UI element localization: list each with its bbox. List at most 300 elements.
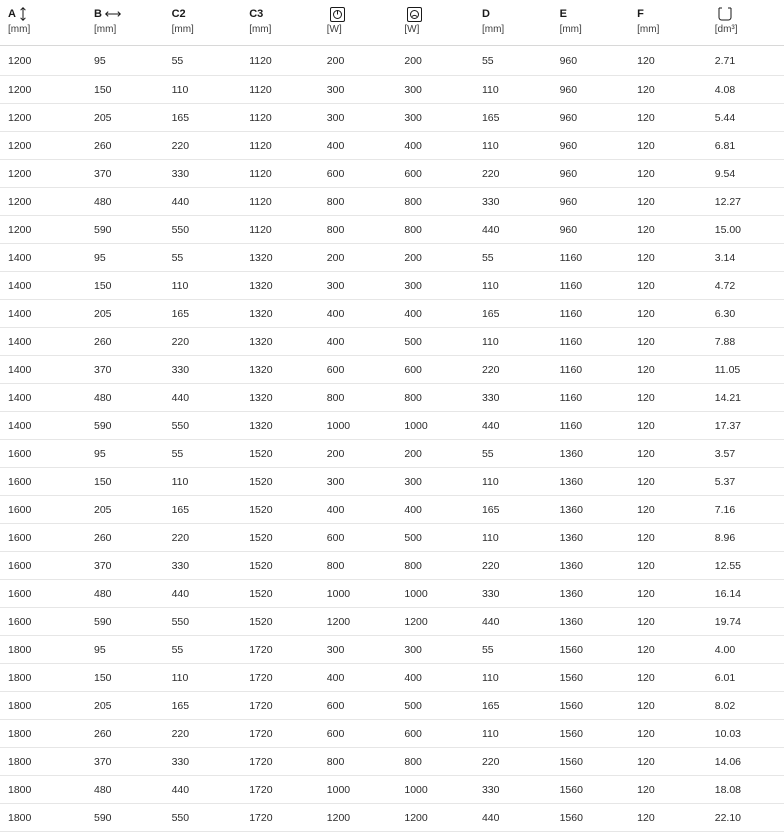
table-cell: 120: [629, 384, 707, 412]
table-cell: 200: [396, 46, 474, 76]
table-row[interactable]: [0, 76, 784, 104]
table-cell: 1800: [0, 776, 86, 804]
table-cell: 260: [86, 720, 164, 748]
table-cell: 1400: [0, 412, 86, 440]
table-cell: 1120: [241, 160, 319, 188]
table-cell: 1560: [552, 804, 630, 832]
table-cell: 1600: [0, 440, 86, 468]
volume-icon: [718, 7, 732, 21]
table-cell: 1720: [241, 720, 319, 748]
table-cell: 110: [474, 524, 552, 552]
table-cell: 1200: [319, 608, 397, 636]
table-cell: 300: [396, 76, 474, 104]
table-cell: 200: [319, 440, 397, 468]
table-cell: 1160: [552, 356, 630, 384]
table-cell: 600: [396, 720, 474, 748]
table-cell: 440: [164, 188, 242, 216]
table-row[interactable]: [0, 328, 784, 356]
table-cell: 800: [319, 216, 397, 244]
table-cell: 600: [319, 356, 397, 384]
table-cell: 370: [86, 552, 164, 580]
table-cell: 165: [164, 496, 242, 524]
table-cell: 220: [164, 720, 242, 748]
table-cell: 1160: [552, 412, 630, 440]
table-cell: 370: [86, 160, 164, 188]
table-cell: 1000: [396, 776, 474, 804]
table-cell: 300: [319, 104, 397, 132]
table-cell: 550: [164, 216, 242, 244]
table-cell: 500: [396, 692, 474, 720]
table-cell: 12.27: [707, 188, 784, 216]
table-cell: 440: [474, 804, 552, 832]
table-row[interactable]: [0, 636, 784, 664]
table-cell: 55: [164, 440, 242, 468]
table-cell: 1520: [241, 580, 319, 608]
table-row[interactable]: [0, 440, 784, 468]
table-cell: 1800: [0, 720, 86, 748]
table-cell: 960: [552, 160, 630, 188]
table-row[interactable]: [0, 776, 784, 804]
table-cell: 400: [396, 132, 474, 160]
table-cell: 1200: [0, 160, 86, 188]
table-cell: 7.88: [707, 328, 784, 356]
column-symbol-text: D: [481, 8, 490, 20]
table-row[interactable]: [0, 46, 784, 76]
column-header-e[interactable]: [552, 0, 630, 46]
table-cell: 205: [86, 300, 164, 328]
table-cell: 1520: [241, 608, 319, 636]
table-cell: 120: [629, 748, 707, 776]
table-cell: 1120: [241, 216, 319, 244]
table-cell: 150: [86, 76, 164, 104]
table-cell: 1720: [241, 804, 319, 832]
table-row[interactable]: [0, 496, 784, 524]
table-cell: 1400: [0, 384, 86, 412]
table-cell: 120: [629, 580, 707, 608]
table-row[interactable]: [0, 412, 784, 440]
table-cell: 1160: [552, 328, 630, 356]
table-cell: 1120: [241, 46, 319, 76]
table-cell: 120: [629, 468, 707, 496]
radiator-power-alt-icon: [407, 7, 422, 22]
table-cell: 330: [474, 384, 552, 412]
table-cell: 110: [474, 272, 552, 300]
table-cell: 1720: [241, 748, 319, 776]
table-cell: 165: [164, 300, 242, 328]
table-cell: 960: [552, 188, 630, 216]
table-cell: 330: [164, 552, 242, 580]
table-cell: 110: [164, 272, 242, 300]
table-cell: 1400: [0, 244, 86, 272]
table-cell: 200: [396, 244, 474, 272]
table-cell: 55: [474, 46, 552, 76]
table-cell: 960: [552, 104, 630, 132]
table-cell: 500: [396, 328, 474, 356]
table-cell: 14.06: [707, 748, 784, 776]
table-cell: 95: [86, 636, 164, 664]
table-cell: 960: [552, 76, 630, 104]
table-cell: 5.37: [707, 468, 784, 496]
table-cell: 1520: [241, 496, 319, 524]
column-header-symbol: [8, 6, 78, 22]
table-cell: 1000: [319, 776, 397, 804]
table-cell: 400: [319, 328, 397, 356]
table-cell: 165: [474, 104, 552, 132]
table-cell: 6.81: [707, 132, 784, 160]
table-cell: 500: [396, 524, 474, 552]
table-cell: 600: [319, 720, 397, 748]
table-cell: 330: [474, 580, 552, 608]
table-cell: 110: [474, 76, 552, 104]
table-cell: 440: [164, 776, 242, 804]
table-cell: 220: [474, 748, 552, 776]
table-cell: 400: [396, 300, 474, 328]
table-cell: 55: [474, 440, 552, 468]
table-cell: 120: [629, 188, 707, 216]
table-cell: 4.72: [707, 272, 784, 300]
table-cell: 120: [629, 720, 707, 748]
table-cell: 800: [396, 748, 474, 776]
table-cell: 800: [319, 188, 397, 216]
table-row[interactable]: [0, 188, 784, 216]
table-cell: 220: [474, 356, 552, 384]
table-cell: 5.44: [707, 104, 784, 132]
table-cell: 22.10: [707, 804, 784, 832]
table-cell: 1320: [241, 356, 319, 384]
column-header-c3[interactable]: [241, 0, 319, 46]
table-cell: 1800: [0, 804, 86, 832]
table-cell: 1320: [241, 384, 319, 412]
table-cell: 1560: [552, 664, 630, 692]
table-cell: 1400: [0, 300, 86, 328]
table-cell: 1200: [396, 804, 474, 832]
table-row[interactable]: [0, 608, 784, 636]
table-cell: 1200: [396, 608, 474, 636]
table-cell: 55: [164, 636, 242, 664]
table-cell: 400: [319, 132, 397, 160]
table-cell: 3.57: [707, 440, 784, 468]
table-row[interactable]: [0, 244, 784, 272]
table-cell: 1320: [241, 328, 319, 356]
table-cell: 12.55: [707, 552, 784, 580]
table-cell: 110: [474, 720, 552, 748]
table-cell: 1320: [241, 272, 319, 300]
table-cell: 1520: [241, 468, 319, 496]
table-cell: 11.05: [707, 356, 784, 384]
table-cell: 205: [86, 692, 164, 720]
table-cell: 9.54: [707, 160, 784, 188]
table-cell: 6.01: [707, 664, 784, 692]
table-row[interactable]: [0, 748, 784, 776]
table-cell: 1200: [0, 46, 86, 76]
table-cell: 400: [319, 496, 397, 524]
column-header-unit: [mm]: [8, 24, 31, 35]
table-cell: 300: [396, 468, 474, 496]
table-cell: 3.14: [707, 244, 784, 272]
table-cell: 120: [629, 132, 707, 160]
table-cell: 200: [319, 244, 397, 272]
column-header-icon-9[interactable]: [707, 0, 784, 46]
table-row[interactable]: [0, 552, 784, 580]
table-cell: 55: [164, 46, 242, 76]
table-cell: 4.08: [707, 76, 784, 104]
table-cell: 800: [319, 552, 397, 580]
table-cell: 120: [629, 216, 707, 244]
table-cell: 95: [86, 440, 164, 468]
table-cell: 1200: [0, 76, 86, 104]
table-cell: 1000: [319, 580, 397, 608]
table-cell: 300: [396, 636, 474, 664]
table-cell: 14.21: [707, 384, 784, 412]
table-cell: 1560: [552, 748, 630, 776]
column-header-symbol: [482, 6, 544, 22]
table-body: [0, 46, 784, 832]
column-header-unit: [W]: [326, 24, 342, 35]
table-cell: 1800: [0, 692, 86, 720]
table-cell: 4.00: [707, 636, 784, 664]
table-cell: 1320: [241, 300, 319, 328]
table-row[interactable]: [0, 384, 784, 412]
table-cell: 200: [319, 46, 397, 76]
table-row[interactable]: [0, 160, 784, 188]
column-symbol-text: A: [8, 8, 16, 20]
table-cell: 330: [164, 748, 242, 776]
table-cell: 440: [164, 580, 242, 608]
table-cell: 600: [396, 160, 474, 188]
table-cell: 440: [474, 412, 552, 440]
table-cell: 120: [629, 776, 707, 804]
column-symbol-text: E: [559, 8, 567, 20]
table-row[interactable]: [0, 300, 784, 328]
table-cell: 1720: [241, 692, 319, 720]
table-cell: 55: [164, 244, 242, 272]
table-cell: 1000: [396, 580, 474, 608]
table-cell: 400: [319, 300, 397, 328]
table-cell: 16.14: [707, 580, 784, 608]
table-cell: 480: [86, 384, 164, 412]
table-row[interactable]: [0, 664, 784, 692]
table-cell: 19.74: [707, 608, 784, 636]
table-cell: 440: [474, 216, 552, 244]
table-cell: 1720: [241, 636, 319, 664]
table-cell: 18.08: [707, 776, 784, 804]
table-cell: 300: [396, 104, 474, 132]
table-cell: 550: [164, 608, 242, 636]
table-cell: 110: [164, 76, 242, 104]
table-cell: 800: [396, 216, 474, 244]
table-cell: 120: [629, 552, 707, 580]
table-cell: 120: [629, 356, 707, 384]
table-cell: 600: [319, 160, 397, 188]
table-cell: 300: [319, 636, 397, 664]
table-row[interactable]: [0, 804, 784, 832]
table-cell: 8.02: [707, 692, 784, 720]
table-cell: 370: [86, 748, 164, 776]
table-cell: 120: [629, 244, 707, 272]
table-cell: 1800: [0, 636, 86, 664]
table-cell: 1560: [552, 692, 630, 720]
column-symbol-text: B: [94, 8, 102, 20]
table-cell: 1360: [552, 608, 630, 636]
table-cell: 120: [629, 804, 707, 832]
table-cell: 1400: [0, 356, 86, 384]
table-cell: 440: [164, 384, 242, 412]
table-cell: 300: [319, 272, 397, 300]
table-cell: 330: [474, 776, 552, 804]
column-header-a[interactable]: [0, 0, 86, 46]
table-cell: 1520: [241, 440, 319, 468]
table-row[interactable]: [0, 524, 784, 552]
table-cell: 1000: [319, 412, 397, 440]
table-cell: 120: [629, 46, 707, 76]
table-cell: 1160: [552, 384, 630, 412]
column-header-symbol: [249, 6, 311, 22]
table-cell: 2.71: [707, 46, 784, 76]
column-header-icon-5[interactable]: [396, 0, 474, 46]
table-cell: 120: [629, 440, 707, 468]
table-row[interactable]: [0, 216, 784, 244]
table-cell: 110: [164, 664, 242, 692]
column-header-unit: [W]: [404, 24, 420, 35]
column-header-f[interactable]: [629, 0, 707, 46]
table-cell: 1560: [552, 776, 630, 804]
table-cell: 800: [396, 552, 474, 580]
column-symbol-text: C3: [249, 8, 264, 20]
table-cell: 960: [552, 132, 630, 160]
column-header-c2[interactable]: [164, 0, 242, 46]
table-cell: 15.00: [707, 216, 784, 244]
table-cell: 1800: [0, 664, 86, 692]
table-cell: 120: [629, 76, 707, 104]
table-cell: 120: [629, 692, 707, 720]
table-cell: 600: [319, 524, 397, 552]
table-cell: 110: [164, 468, 242, 496]
table-cell: 1120: [241, 132, 319, 160]
table-cell: 480: [86, 776, 164, 804]
table-cell: 1360: [552, 524, 630, 552]
table-cell: 800: [319, 384, 397, 412]
table-row[interactable]: [0, 580, 784, 608]
table-cell: 260: [86, 524, 164, 552]
table-cell: 300: [319, 468, 397, 496]
column-header-unit: [mm]: [171, 24, 194, 35]
table-cell: 55: [474, 244, 552, 272]
table-cell: 260: [86, 132, 164, 160]
table-cell: 6.30: [707, 300, 784, 328]
table-cell: 1600: [0, 524, 86, 552]
table-cell: 55: [474, 636, 552, 664]
table-cell: 300: [396, 272, 474, 300]
table-cell: 550: [164, 412, 242, 440]
table-cell: 120: [629, 412, 707, 440]
table-cell: 165: [474, 300, 552, 328]
column-header-unit: [mm]: [637, 24, 660, 35]
column-header-symbol: [404, 6, 466, 22]
table-cell: 95: [86, 46, 164, 76]
column-header-b[interactable]: [86, 0, 164, 46]
table-cell: 400: [396, 496, 474, 524]
table-row[interactable]: [0, 468, 784, 496]
table-cell: 120: [629, 272, 707, 300]
table-cell: 150: [86, 272, 164, 300]
table-cell: 1200: [0, 188, 86, 216]
table-cell: 1800: [0, 748, 86, 776]
table-cell: 960: [552, 216, 630, 244]
table-cell: 550: [164, 804, 242, 832]
column-header-symbol: [94, 6, 156, 22]
table-cell: 1160: [552, 244, 630, 272]
table-cell: 1200: [0, 104, 86, 132]
column-header-unit: [mm]: [94, 24, 117, 35]
table-cell: 1360: [552, 580, 630, 608]
table-cell: 150: [86, 664, 164, 692]
table-cell: 1360: [552, 496, 630, 524]
table-cell: 165: [164, 692, 242, 720]
vertical-arrow-icon: [19, 7, 27, 21]
column-header-unit: [mm]: [481, 24, 505, 35]
table-cell: 220: [474, 552, 552, 580]
table-cell: 600: [396, 356, 474, 384]
table-cell: 110: [474, 132, 552, 160]
table-cell: 220: [164, 132, 242, 160]
table-cell: 205: [86, 496, 164, 524]
table-row[interactable]: [0, 272, 784, 300]
table-cell: 8.96: [707, 524, 784, 552]
table-row[interactable]: [0, 132, 784, 160]
table-cell: 1560: [552, 720, 630, 748]
column-header-unit: [mm]: [559, 24, 582, 35]
table-row[interactable]: [0, 104, 784, 132]
table-cell: 1400: [0, 328, 86, 356]
table-cell: 1560: [552, 636, 630, 664]
table-cell: 1600: [0, 608, 86, 636]
column-header-symbol: [327, 6, 389, 22]
table-row[interactable]: [0, 356, 784, 384]
table-cell: 1200: [0, 216, 86, 244]
table-cell: 200: [396, 440, 474, 468]
column-header-symbol: [715, 6, 777, 22]
table-cell: 120: [629, 524, 707, 552]
table-cell: 10.03: [707, 720, 784, 748]
table-header-row: [0, 0, 784, 46]
table-cell: 110: [474, 664, 552, 692]
table-row[interactable]: [0, 692, 784, 720]
table-row[interactable]: [0, 720, 784, 748]
column-header-symbol: [637, 6, 699, 22]
table-cell: 800: [396, 188, 474, 216]
table-cell: 330: [164, 356, 242, 384]
table-cell: 110: [474, 328, 552, 356]
column-header-symbol: [172, 6, 234, 22]
column-header-unit: [mm]: [249, 24, 272, 35]
table-cell: 1120: [241, 188, 319, 216]
table-cell: 205: [86, 104, 164, 132]
table-cell: 95: [86, 244, 164, 272]
column-header-symbol: [560, 6, 622, 22]
table-cell: 1600: [0, 580, 86, 608]
column-header-d[interactable]: [474, 0, 552, 46]
table-cell: 1520: [241, 524, 319, 552]
table-cell: 370: [86, 356, 164, 384]
radiator-power-icon: [330, 7, 345, 22]
table-cell: 165: [164, 104, 242, 132]
table-header: [0, 0, 784, 46]
table-cell: 220: [164, 328, 242, 356]
table-cell: 1360: [552, 468, 630, 496]
column-symbol-text: F: [637, 8, 644, 20]
table-cell: 120: [629, 636, 707, 664]
column-header-icon-4[interactable]: [319, 0, 397, 46]
